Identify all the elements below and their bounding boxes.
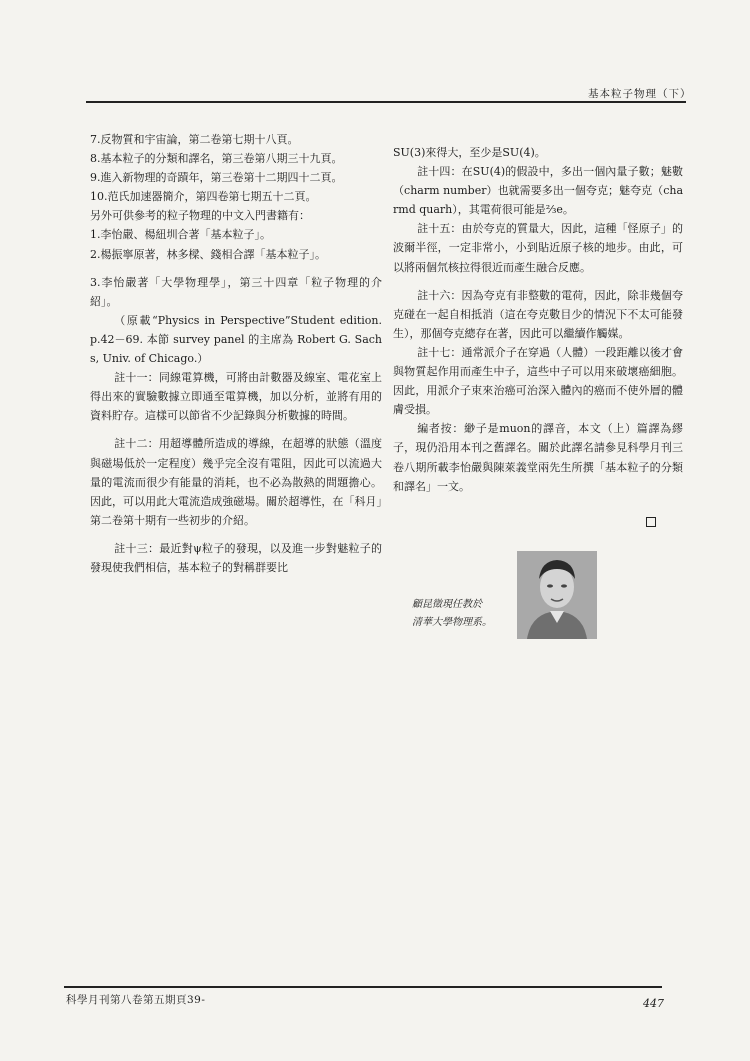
footnote-15: 註十五：由於夸克的質量大，因此，這種「怪原子」的波爾半徑，一定非常小，小到貼近原子核的地步。由此，可以將兩個氘核拉得很近而產生融合反應。 (393, 222, 683, 274)
author-caption (412, 596, 522, 632)
author-portrait-drawing (517, 551, 597, 639)
footnote-12: 註十二：用超導體所造成的導線，在超導的狀態（溫度與磁場低於一定程度）幾乎完全沒有電阻，因此可以流過大量的電流而很少有能量的消耗，也不必為散熱的問題擔心。因此，可以用此大電流造成強磁場。關於超導性，在「科月」第二卷第十期有一些初步的介紹。 (90, 437, 382, 527)
reference-item-10: 10.范氏加速器簡介，第四卷第七期五十二頁。 (90, 190, 317, 204)
footnote-17: 註十七：通常派介子在穿過（人體）一段距離以後才會與物質起作用而產生中子，這些中子可以用來破壞癌細胞。因此，用派介子束來治癌可治深入體內的癌而不使外層的體膚受損。 (393, 345, 683, 417)
footnote-13-continued: SU(3)來得大，至少是SU(4)。 (393, 146, 546, 159)
book-item-2: 2.楊振寧原著，林多樑、錢相合譯「基本粒子」。 (90, 247, 326, 261)
left-column (90, 130, 382, 577)
footer-citation: 科學月刊第八卷第五期頁39- (66, 994, 206, 1006)
author-portrait (517, 551, 597, 639)
author-caption-line-1: 顧昆徵現任教於 (412, 599, 482, 610)
book-item-1: 1.李怡嚴、楊紐圳合著「基本粒子」。 (90, 228, 271, 242)
reference-item-7: 7.反物質和宇宙論，第二卷第七期十八頁。 (90, 133, 299, 146)
header-rule (86, 101, 686, 103)
footnote-16: 註十六：因為夸克有非整數的電荷，因此，除非幾個夸克碰在一起自相抵消（這在夸克數目少的情況下不太可能發生），那個夸克總存在著，因此可以繼續作觸媒。 (393, 288, 683, 340)
end-of-article-mark (646, 517, 656, 527)
reference-item-9: 9.進入新物理的奇蹟年，第三卷第十二期四十二頁。 (90, 171, 343, 185)
book-item-3: 3.李怡嚴著「大學物理學」，第三十四章「粒子物理的介紹」。 (90, 275, 382, 308)
reference-item-8: 8.基本粒子的分類和譯名，第三卷第八期三十九頁。 (90, 152, 343, 166)
footnote-14: 註十四：在SU(4)的假設中，多出一個內量子數；魅數（charm number）也就需要多出一個夸克；魅夸克（charmd quarh），其電荷很可能是⅔e。 (393, 165, 683, 217)
source-note: （原載“Physics in Perspective”Student edition. p.42－69. 本節 survey panel 的主席為 Robert G. Sachs, Univ. of Chicago.） (90, 313, 382, 366)
right-column (393, 143, 683, 496)
footnote-13: 註十三：最近對ψ粒子的發現，以及進一步對魅粒子的發現使我們相信，基本粒子的對稱群要比 (90, 541, 382, 574)
author-caption-line-2: 清華大學物理系。 (412, 617, 492, 628)
running-header-title: 基本粒子物理（下） (588, 88, 692, 100)
editor-note: 編者按：緲子是muon的譯音，本文（上）篇譯為繆子，現仍沿用本刊之舊譯名。關於此譯名請參見科學月刊三卷八期所載李怡嚴與陳萊義堂兩先生所撰「基本粒子的分類和譯名」一文。 (393, 422, 683, 493)
page-number: 447 (643, 997, 664, 1010)
further-reading-intro: 另外可供參考的粒子物理的中文入門書籍有： (90, 209, 310, 223)
footnote-11: 註十一：同線電算機，可將由計數器及線室、電花室上得出來的實驗數據立即通至電算機，加以分析，並將有用的資料貯存。這樣可以節省不少記錄與分析數據的時間。 (90, 371, 382, 423)
footer-rule (64, 986, 662, 988)
